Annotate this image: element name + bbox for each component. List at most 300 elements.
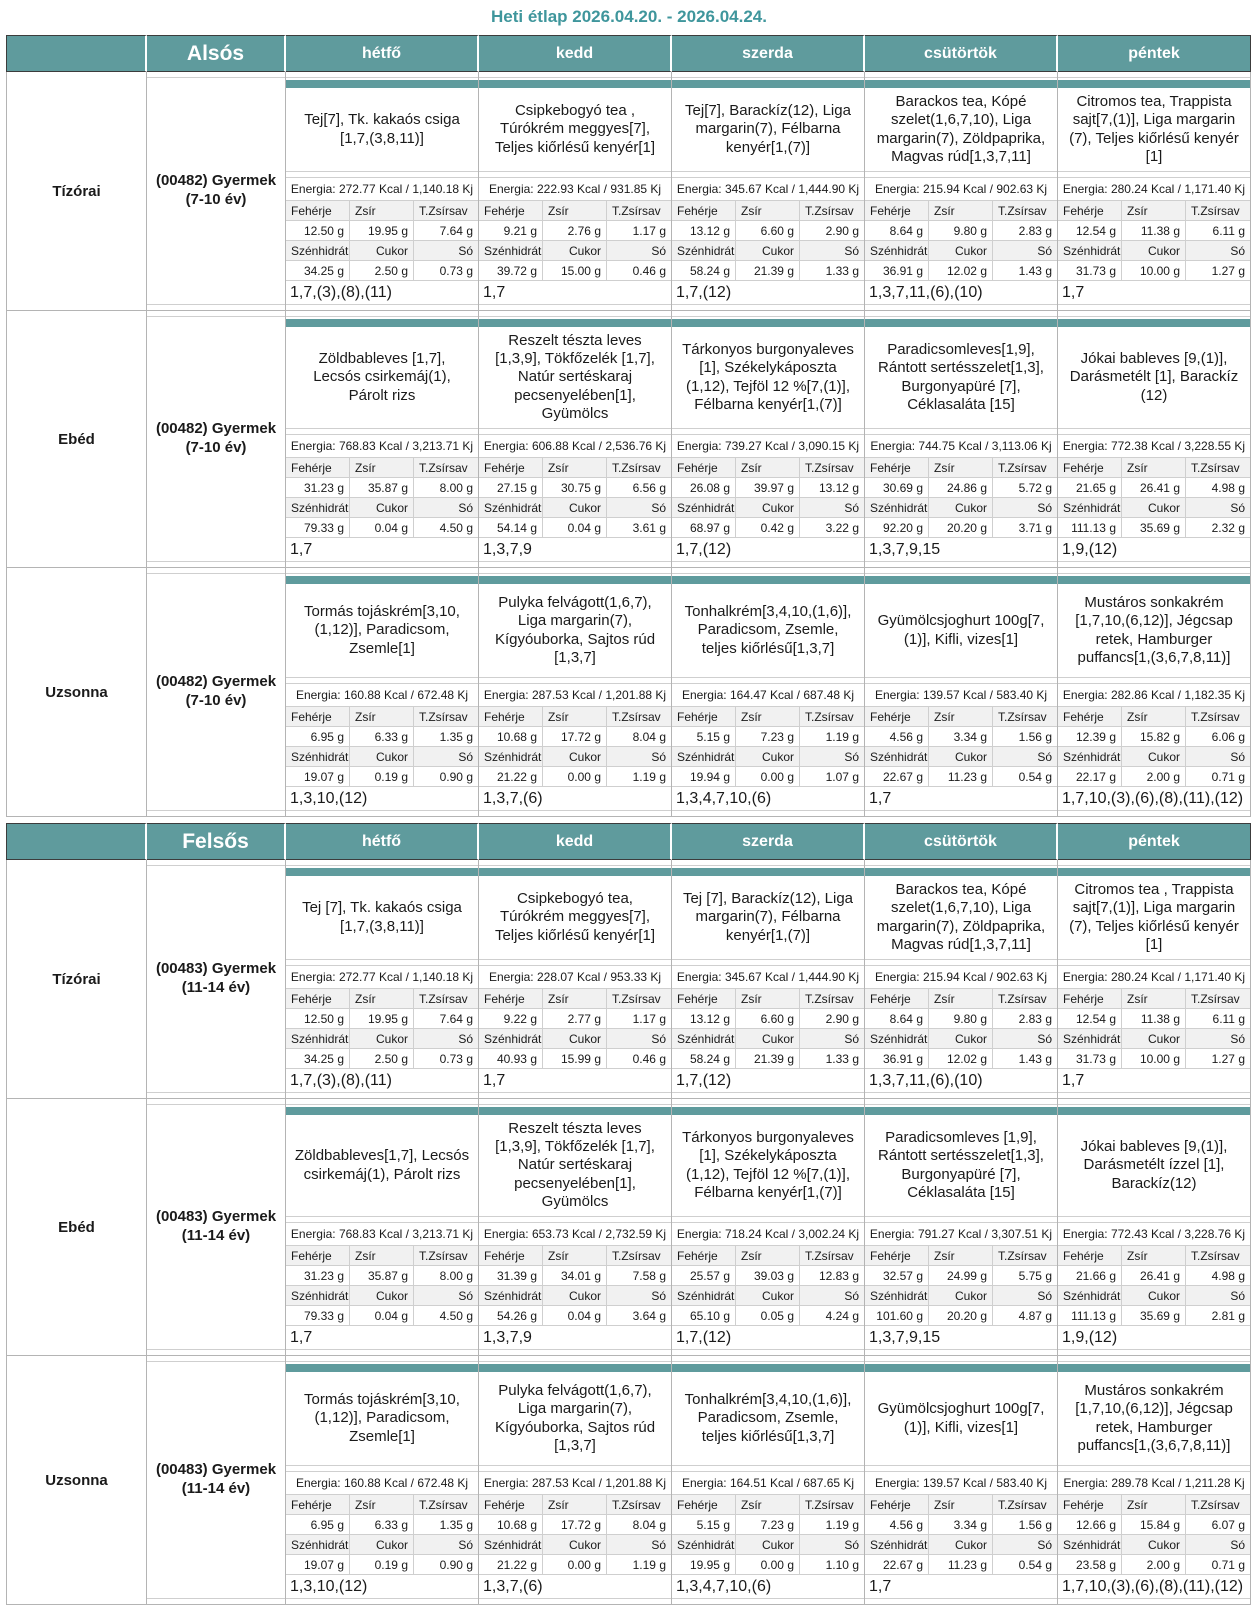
food-text: Paradicsomleves[1,9], Rántott sertésszelet[1,3], Burgonyapüré [7], Céklasaláta [15] [878, 340, 1044, 413]
allergen-codes: 1,3,7,11,(6),(10) [869, 284, 983, 301]
salt-label: Só [607, 1535, 671, 1555]
nutrient-table [865, 458, 1057, 538]
protein-label: Fehérje [286, 458, 350, 478]
fat-label: Zsír [350, 458, 414, 478]
carb-label: Szénhidrát [672, 1286, 736, 1306]
cell-top-strip [1058, 568, 1250, 574]
food-description [865, 88, 1057, 172]
allergen-codes: 1,7 [483, 284, 506, 301]
salt-label: Só [1186, 241, 1250, 261]
cell-bottom-strip [286, 1598, 478, 1604]
carb-label: Szénhidrát [1058, 747, 1122, 767]
sugar-value: 35.69 g [1122, 518, 1186, 538]
carb-value: 19.95 g [672, 1555, 736, 1575]
sugar-label: Cukor [736, 498, 800, 518]
sat-fat-label: T.Zsírsav [993, 989, 1057, 1009]
cell-bottom-strip [672, 1598, 864, 1604]
cell-bottom-strip [1058, 1349, 1250, 1355]
menu-code-line2: (7-10 év) [185, 692, 247, 709]
sat-fat-value: 6.11 g [1186, 1009, 1250, 1029]
carb-label: Szénhidrát [286, 1535, 350, 1555]
protein-value: 12.50 g [286, 221, 350, 241]
sat-fat-value: 8.00 g [414, 1266, 478, 1286]
cell-accent-bar [1058, 868, 1250, 876]
fat-value: 39.03 g [736, 1266, 800, 1286]
energy-line: Energia: 768.83 Kcal / 3,213.71 Kj [286, 435, 478, 458]
energy-line: Energia: 287.53 Kcal / 1,201.88 Kj [479, 1472, 671, 1495]
group-name-header: Felsős [147, 823, 286, 860]
protein-value: 4.56 g [865, 727, 929, 747]
protein-value: 12.54 g [1058, 221, 1122, 241]
cell-bottom-strip [672, 810, 864, 816]
protein-value: 13.12 g [672, 221, 736, 241]
food-description [286, 1115, 478, 1217]
meal-name: Tízórai [52, 970, 101, 988]
allergen-codes: 1,3,10,(12) [290, 1578, 368, 1595]
cell-top-strip [865, 311, 1057, 317]
cell-top-strip [672, 311, 864, 317]
sugar-value: 21.39 g [736, 261, 800, 281]
day-header: hétfő [286, 35, 479, 72]
menu-code-line2: (7-10 év) [185, 439, 247, 456]
protein-label: Fehérje [1058, 707, 1122, 727]
energy-line: Energia: 772.38 Kcal / 3,228.55 Kj [1058, 435, 1250, 458]
sat-fat-label: T.Zsírsav [414, 458, 478, 478]
salt-label: Só [1186, 498, 1250, 518]
food-description [1058, 1372, 1250, 1466]
energy-line: Energia: 280.24 Kcal / 1,171.40 Kj [1058, 966, 1250, 989]
sat-fat-value: 1.35 g [414, 727, 478, 747]
sat-fat-value: 5.75 g [993, 1266, 1057, 1286]
menu-cell [286, 568, 479, 817]
allergen-codes: 1,7,(12) [676, 284, 732, 301]
fat-label: Zsír [543, 707, 607, 727]
salt-label: Só [800, 1535, 864, 1555]
menu-code-cell [147, 72, 286, 311]
carb-value: 54.26 g [479, 1306, 543, 1326]
nutrient-table [286, 1495, 478, 1575]
menu-cell [479, 568, 672, 817]
fat-value: 11.38 g [1122, 221, 1186, 241]
fat-value: 24.86 g [929, 478, 993, 498]
menu-cell [865, 1099, 1058, 1356]
meal-row-label [6, 568, 147, 817]
day-header: péntek [1058, 823, 1251, 860]
protein-value: 6.95 g [286, 727, 350, 747]
food-description [479, 1372, 671, 1466]
fat-label: Zsír [929, 458, 993, 478]
nutrient-table [672, 707, 864, 787]
carb-label: Szénhidrát [1058, 241, 1122, 261]
protein-label: Fehérje [286, 707, 350, 727]
cell-accent-bar [479, 1364, 671, 1372]
sat-fat-value: 13.12 g [800, 478, 864, 498]
carb-value: 79.33 g [286, 518, 350, 538]
protein-value: 12.50 g [286, 1009, 350, 1029]
nutrient-table [286, 989, 478, 1069]
salt-label: Só [993, 241, 1057, 261]
carb-value: 36.91 g [865, 1049, 929, 1069]
sat-fat-value: 5.72 g [993, 478, 1057, 498]
salt-value: 3.61 g [607, 518, 671, 538]
salt-label: Só [993, 1535, 1057, 1555]
carb-label: Szénhidrát [1058, 498, 1122, 518]
fat-label: Zsír [350, 201, 414, 221]
sat-fat-value: 1.56 g [993, 1515, 1057, 1535]
salt-value: 3.71 g [993, 518, 1057, 538]
fat-label: Zsír [350, 707, 414, 727]
cell-top-strip [479, 1356, 671, 1362]
food-description [672, 327, 864, 429]
meal-name: Ebéd [58, 430, 95, 448]
sat-fat-label: T.Zsírsav [607, 989, 671, 1009]
sugar-value: 10.00 g [1122, 1049, 1186, 1069]
cell-accent-bar [479, 1107, 671, 1115]
sat-fat-value: 2.83 g [993, 1009, 1057, 1029]
nutrient-table [286, 201, 478, 281]
carb-value: 19.07 g [286, 767, 350, 787]
protein-value: 10.68 g [479, 1515, 543, 1535]
sat-fat-value: 7.58 g [607, 1266, 671, 1286]
fat-label: Zsír [929, 201, 993, 221]
protein-value: 13.12 g [672, 1009, 736, 1029]
day-header: hétfő [286, 823, 479, 860]
cell-top-strip [479, 1099, 671, 1105]
salt-label: Só [800, 1029, 864, 1049]
energy-line: Energia: 160.88 Kcal / 672.48 Kj [286, 684, 478, 707]
meal-name: Ebéd [58, 1218, 95, 1236]
carb-value: 22.17 g [1058, 767, 1122, 787]
sugar-value: 0.00 g [736, 767, 800, 787]
sugar-value: 15.00 g [543, 261, 607, 281]
menu-code-cell [147, 1356, 286, 1605]
sat-fat-label: T.Zsírsav [1186, 458, 1250, 478]
sat-fat-value: 4.98 g [1186, 478, 1250, 498]
carb-value: 19.07 g [286, 1555, 350, 1575]
sugar-value: 0.00 g [543, 767, 607, 787]
protein-label: Fehérje [479, 1246, 543, 1266]
fat-label: Zsír [736, 201, 800, 221]
menu-cell [1058, 1356, 1251, 1605]
carb-label: Szénhidrát [286, 1029, 350, 1049]
cell-accent-bar [1058, 80, 1250, 88]
protein-value: 30.69 g [865, 478, 929, 498]
cell-accent-bar [286, 1364, 478, 1372]
sugar-label: Cukor [736, 1535, 800, 1555]
sugar-value: 0.00 g [543, 1555, 607, 1575]
sat-fat-value: 1.35 g [414, 1515, 478, 1535]
sugar-label: Cukor [1122, 1535, 1186, 1555]
carb-label: Szénhidrát [286, 241, 350, 261]
carb-value: 68.97 g [672, 518, 736, 538]
fat-label: Zsír [350, 1246, 414, 1266]
menu-code-line2: (7-10 év) [185, 191, 247, 208]
protein-label: Fehérje [286, 1246, 350, 1266]
food-description [1058, 876, 1250, 960]
carb-label: Szénhidrát [672, 747, 736, 767]
allergen-codes: 1,7,(3),(8),(11) [290, 284, 392, 301]
sat-fat-value: 12.83 g [800, 1266, 864, 1286]
food-description [286, 584, 478, 678]
fat-value: 26.41 g [1122, 478, 1186, 498]
cell-bottom-strip [865, 1349, 1057, 1355]
nutrient-table [479, 1246, 671, 1326]
menu-cell [672, 860, 865, 1099]
cell-bottom-strip [1058, 1092, 1250, 1098]
protein-label: Fehérje [672, 1246, 736, 1266]
meal-name: Tízórai [52, 182, 101, 200]
fat-value: 26.41 g [1122, 1266, 1186, 1286]
food-text: Csipkebogyó tea, Túrókrém meggyes[7], Teljes kiőrlésű kenyér[1] [494, 890, 656, 944]
cell-accent-bar [286, 576, 478, 584]
carb-value: 39.72 g [479, 261, 543, 281]
protein-label: Fehérje [479, 989, 543, 1009]
menu-code [147, 1362, 285, 1598]
sat-fat-label: T.Zsírsav [1186, 201, 1250, 221]
protein-value: 10.68 g [479, 727, 543, 747]
salt-value: 1.07 g [800, 767, 864, 787]
salt-value: 0.71 g [1186, 1555, 1250, 1575]
nutrient-table [672, 458, 864, 538]
food-text: Citromos tea , Trappista sajt[7,(1)], Liga margarin (7), Teljes kiőrlésű kenyér [1] [1069, 880, 1239, 953]
menu-code-line1: (00483) Gyermek [155, 1461, 277, 1479]
menu-code-line2: (11-14 év) [181, 1480, 251, 1497]
food-text: Tej[7], Barackíz(12), Liga margarin(7), Félbarna kenyér[1,(7)] [685, 102, 851, 156]
energy-line: Energia: 768.83 Kcal / 3,213.71 Kj [286, 1223, 478, 1246]
allergen-codes: 1,3,7,9,15 [869, 1329, 941, 1346]
food-description [479, 1115, 671, 1217]
sugar-label: Cukor [736, 241, 800, 261]
sugar-value: 0.04 g [350, 518, 414, 538]
sat-fat-value: 2.90 g [800, 221, 864, 241]
menu-cell [286, 72, 479, 311]
energy-line: Energia: 744.75 Kcal / 3,113.06 Kj [865, 435, 1057, 458]
carb-value: 111.13 g [1058, 518, 1122, 538]
carb-label: Szénhidrát [672, 241, 736, 261]
energy-line: Energia: 222.93 Kcal / 931.85 Kj [479, 178, 671, 201]
food-description [672, 88, 864, 172]
nutrient-table [672, 1495, 864, 1575]
fat-label: Zsír [543, 989, 607, 1009]
food-description [479, 584, 671, 678]
energy-line: Energia: 228.07 Kcal / 953.33 Kj [479, 966, 671, 989]
menu-cell [672, 1099, 865, 1356]
sat-fat-value: 6.06 g [1186, 727, 1250, 747]
energy-line: Energia: 718.24 Kcal / 3,002.24 Kj [672, 1223, 864, 1246]
carb-value: 101.60 g [865, 1306, 929, 1326]
cell-accent-bar [865, 319, 1057, 327]
salt-label: Só [993, 1286, 1057, 1306]
sat-fat-label: T.Zsírsav [993, 458, 1057, 478]
energy-line: Energia: 282.86 Kcal / 1,182.35 Kj [1058, 684, 1250, 707]
sat-fat-value: 1.19 g [800, 727, 864, 747]
salt-label: Só [607, 241, 671, 261]
food-description [286, 876, 478, 960]
menu-cell [672, 1356, 865, 1605]
cell-top-strip [479, 72, 671, 78]
cell-bottom-strip [479, 304, 671, 310]
cell-top-strip [672, 568, 864, 574]
salt-value: 1.27 g [1186, 1049, 1250, 1069]
protein-label: Fehérje [865, 458, 929, 478]
food-text: Barackos tea, Kópé szelet(1,6,7,10), Liga margarin(7), Zöldpaprika, Magvas rúd[1,3,7,11] [876, 92, 1046, 165]
cell-accent-bar [479, 319, 671, 327]
sugar-label: Cukor [543, 1535, 607, 1555]
nutrient-table [286, 458, 478, 538]
salt-label: Só [414, 747, 478, 767]
menu-code-line2: (11-14 év) [181, 1227, 251, 1244]
menu-cell [1058, 568, 1251, 817]
protein-value: 4.56 g [865, 1515, 929, 1535]
salt-value: 0.54 g [993, 767, 1057, 787]
menu-cell [672, 72, 865, 311]
carb-value: 40.93 g [479, 1049, 543, 1069]
allergen-codes: 1,3,10,(12) [290, 790, 368, 807]
salt-value: 1.19 g [607, 767, 671, 787]
sat-fat-label: T.Zsírsav [800, 707, 864, 727]
salt-label: Só [414, 498, 478, 518]
carb-label: Szénhidrát [865, 1029, 929, 1049]
cell-accent-bar [286, 1107, 478, 1115]
meal-row-label [6, 860, 147, 1099]
meal-row-label [6, 311, 147, 568]
energy-line: Energia: 272.77 Kcal / 1,140.18 Kj [286, 966, 478, 989]
menu-code-line2: (11-14 év) [181, 979, 251, 996]
sugar-label: Cukor [350, 1286, 414, 1306]
menu-code-cell [147, 1099, 286, 1356]
carb-value: 22.67 g [865, 767, 929, 787]
cell-top-strip [479, 568, 671, 574]
carb-label: Szénhidrát [479, 241, 543, 261]
protein-label: Fehérje [286, 201, 350, 221]
energy-line: Energia: 772.43 Kcal / 3,228.76 Kj [1058, 1223, 1250, 1246]
cell-bottom-strip [672, 561, 864, 567]
menu-code [147, 317, 285, 561]
protein-label: Fehérje [1058, 989, 1122, 1009]
fat-label: Zsír [543, 201, 607, 221]
cell-accent-bar [479, 868, 671, 876]
protein-label: Fehérje [865, 1246, 929, 1266]
cell-accent-bar [672, 1107, 864, 1115]
cell-accent-bar [1058, 1107, 1250, 1115]
sugar-label: Cukor [350, 498, 414, 518]
fat-value: 11.38 g [1122, 1009, 1186, 1029]
menu-cell [479, 1356, 672, 1605]
energy-line: Energia: 653.73 Kcal / 2,732.59 Kj [479, 1223, 671, 1246]
nutrient-table [479, 707, 671, 787]
energy-line: Energia: 164.51 Kcal / 687.65 Kj [672, 1472, 864, 1495]
allergen-codes: 1,7,(12) [676, 1329, 732, 1346]
energy-line: Energia: 791.27 Kcal / 3,307.51 Kj [865, 1223, 1057, 1246]
allergen-codes: 1,7 [869, 790, 892, 807]
protein-label: Fehérje [672, 458, 736, 478]
protein-value: 31.23 g [286, 1266, 350, 1286]
protein-value: 9.21 g [479, 221, 543, 241]
nutrient-table [479, 201, 671, 281]
menu-code-line1: (00482) Gyermek [155, 420, 277, 438]
carb-label: Szénhidrát [479, 747, 543, 767]
menu-cell [1058, 1099, 1251, 1356]
day-header: csütörtök [865, 823, 1058, 860]
cell-bottom-strip [865, 304, 1057, 310]
allergen-codes: 1,7,10,(3),(6),(8),(11),(12) [1062, 790, 1244, 807]
energy-line: Energia: 139.57 Kcal / 583.40 Kj [865, 1472, 1057, 1495]
fat-value: 34.01 g [543, 1266, 607, 1286]
protein-value: 27.15 g [479, 478, 543, 498]
fat-value: 17.72 g [543, 727, 607, 747]
cell-accent-bar [672, 868, 864, 876]
cell-accent-bar [672, 576, 864, 584]
fat-label: Zsír [929, 989, 993, 1009]
sat-fat-label: T.Zsírsav [1186, 989, 1250, 1009]
protein-value: 32.57 g [865, 1266, 929, 1286]
cell-bottom-strip [147, 810, 285, 816]
protein-label: Fehérje [1058, 201, 1122, 221]
salt-label: Só [414, 241, 478, 261]
cell-bottom-strip [1058, 561, 1250, 567]
sugar-value: 11.23 g [929, 1555, 993, 1575]
sugar-value: 35.69 g [1122, 1306, 1186, 1326]
protein-label: Fehérje [672, 201, 736, 221]
protein-value: 5.15 g [672, 1515, 736, 1535]
cell-top-strip [1058, 860, 1250, 866]
fat-label: Zsír [543, 1495, 607, 1515]
salt-value: 4.24 g [800, 1306, 864, 1326]
salt-label: Só [1186, 1029, 1250, 1049]
fat-label: Zsír [736, 458, 800, 478]
protein-label: Fehérje [479, 707, 543, 727]
fat-label: Zsír [1122, 1495, 1186, 1515]
carb-value: 92.20 g [865, 518, 929, 538]
carb-label: Szénhidrát [479, 1029, 543, 1049]
allergen-codes: 1,9,(12) [1062, 1329, 1118, 1346]
food-text: Gyümölcsjoghurt 100g[7, (1)], Kifli, vizes[1] [877, 1400, 1045, 1436]
fat-label: Zsír [736, 1246, 800, 1266]
cell-top-strip [865, 1356, 1057, 1362]
menu-cell [672, 311, 865, 568]
menu-code-line1: (00483) Gyermek [155, 1208, 277, 1226]
salt-label: Só [800, 241, 864, 261]
carb-value: 34.25 g [286, 261, 350, 281]
cell-bottom-strip [286, 304, 478, 310]
allergen-codes: 1,3,7,9 [483, 541, 532, 558]
fat-label: Zsír [1122, 1246, 1186, 1266]
sugar-value: 2.00 g [1122, 767, 1186, 787]
sugar-value: 2.50 g [350, 1049, 414, 1069]
sugar-value: 10.00 g [1122, 261, 1186, 281]
menu-code-cell [147, 860, 286, 1099]
protein-label: Fehérje [672, 707, 736, 727]
food-text: Tej [7], Tk. kakaós csiga [1,7,(3,8,11)] [302, 899, 462, 935]
allergen-codes: 1,9,(12) [1062, 541, 1118, 558]
cell-bottom-strip [479, 1092, 671, 1098]
salt-label: Só [414, 1029, 478, 1049]
cell-top-strip [286, 568, 478, 574]
allergen-codes: 1,3,4,7,10,(6) [676, 1578, 772, 1595]
sugar-label: Cukor [736, 1286, 800, 1306]
protein-label: Fehérje [1058, 458, 1122, 478]
energy-line: Energia: 215.94 Kcal / 902.63 Kj [865, 966, 1057, 989]
cell-accent-bar [865, 576, 1057, 584]
salt-value: 0.73 g [414, 1049, 478, 1069]
sugar-label: Cukor [350, 1535, 414, 1555]
cell-top-strip [865, 1099, 1057, 1105]
fat-value: 24.99 g [929, 1266, 993, 1286]
sugar-label: Cukor [1122, 1286, 1186, 1306]
salt-value: 1.33 g [800, 1049, 864, 1069]
nutrient-table [286, 1246, 478, 1326]
cell-top-strip [865, 568, 1057, 574]
